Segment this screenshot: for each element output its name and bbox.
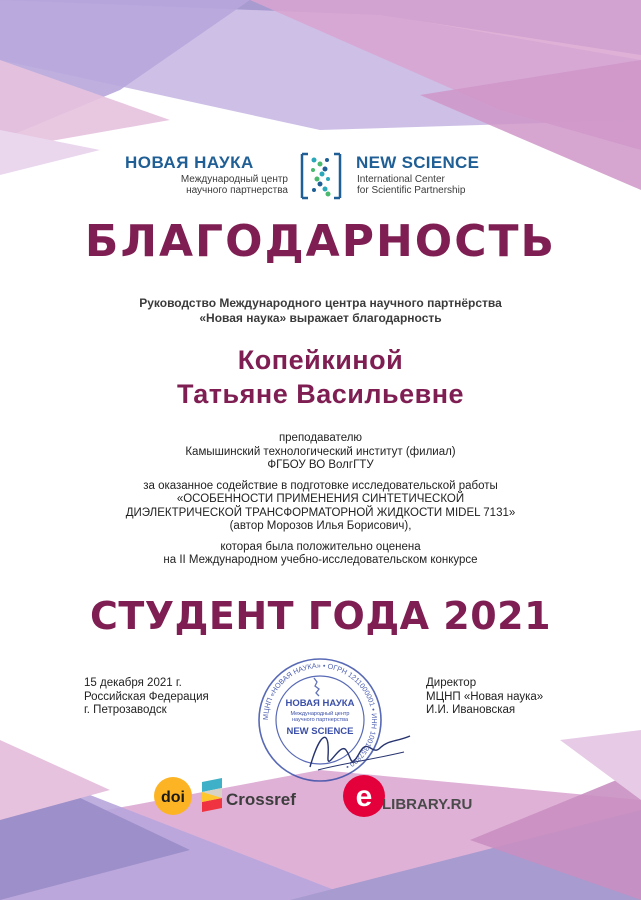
institution-line-2: ФГБОУ ВО ВолгГТУ: [267, 459, 374, 471]
recipient-name: Копейкиной Татьяне Васильевне: [176, 345, 465, 409]
issue-date: 15 декабря 2021 г.: [84, 677, 182, 689]
svg-text:Crossref: Crossref: [226, 790, 296, 809]
issue-city: г. Петрозаводск: [84, 704, 167, 716]
signatory-org: МЦНП «Новая наука»: [426, 690, 544, 703]
body-text: [0, 432, 641, 568]
svg-text:Международный центр: Международный центр: [290, 711, 350, 717]
logo-en-title: NEW SCIENCE: [356, 153, 480, 172]
reason-text: за оказанное содействие в подготовке исследовательской работы: [143, 479, 498, 492]
certificate-title: БЛАГОДАРНОСТЬ: [84, 216, 557, 267]
doi-logo: [153, 776, 193, 816]
svg-text:LIBRARY.RU: LIBRARY.RU: [382, 796, 473, 813]
signatory-role: Директор: [426, 677, 477, 689]
logo-ru-title: НОВАЯ НАУКА: [125, 153, 254, 172]
signatory-name: И.И. Ивановская: [426, 704, 516, 716]
elibrary-logo: [342, 770, 482, 822]
svg-text:МЦНП «НОВАЯ НАУКА» • ОГРН 1211: МЦНП «НОВАЯ НАУКА» • ОГРН 1211000001 • ИНН 1001357890 •: [260, 660, 380, 772]
work-author: (автор Морозов Илья Борисович),: [229, 520, 412, 532]
work-title-line-2: ДИЭЛЕКТРИЧЕСКОЙ ТРАНСФОРМАТОРНОЙ ЖИДКОСТИ MIDEL 7131»: [125, 506, 516, 519]
crossref-logo: [200, 776, 315, 816]
issue-info: [84, 677, 209, 718]
svg-text:e: e: [355, 780, 373, 813]
evaluation-line-1: которая была положительно оценена: [220, 540, 421, 553]
recipient-position: преподавателю: [278, 432, 363, 444]
signatory-info: [426, 677, 543, 718]
svg-text:НОВАЯ НАУКА: НОВАЯ НАУКА: [285, 698, 355, 709]
svg-text:NEW SCIENCE: NEW SCIENCE: [286, 726, 354, 737]
institution-line-1: Камышинский технологический институт (филиал): [185, 445, 456, 458]
logo-ru-subtitle: Международный центр научного партнерства: [180, 174, 288, 196]
dna-helix-icon: [298, 150, 344, 202]
logo-en-subtitle: International Center for Scientific Partnership: [357, 174, 466, 196]
intro-text: Руководство Международного центра научного партнёрства «Новая наука» выражает благодарность: [139, 296, 502, 325]
work-title-line-1: «ОСОБЕННОСТИ ПРИМЕНЕНИЯ СИНТЕТИЧЕСКОЙ: [176, 493, 465, 505]
issue-country: Российская Федерация: [84, 690, 209, 703]
svg-text:doi: doi: [161, 789, 185, 806]
svg-text:научного партнерства: научного партнерства: [291, 717, 349, 723]
contest-title: СТУДЕНТ ГОДА 2021: [89, 594, 552, 638]
evaluation-line-2: на II Международном учебно-исследовательском конкурсе: [163, 554, 478, 566]
